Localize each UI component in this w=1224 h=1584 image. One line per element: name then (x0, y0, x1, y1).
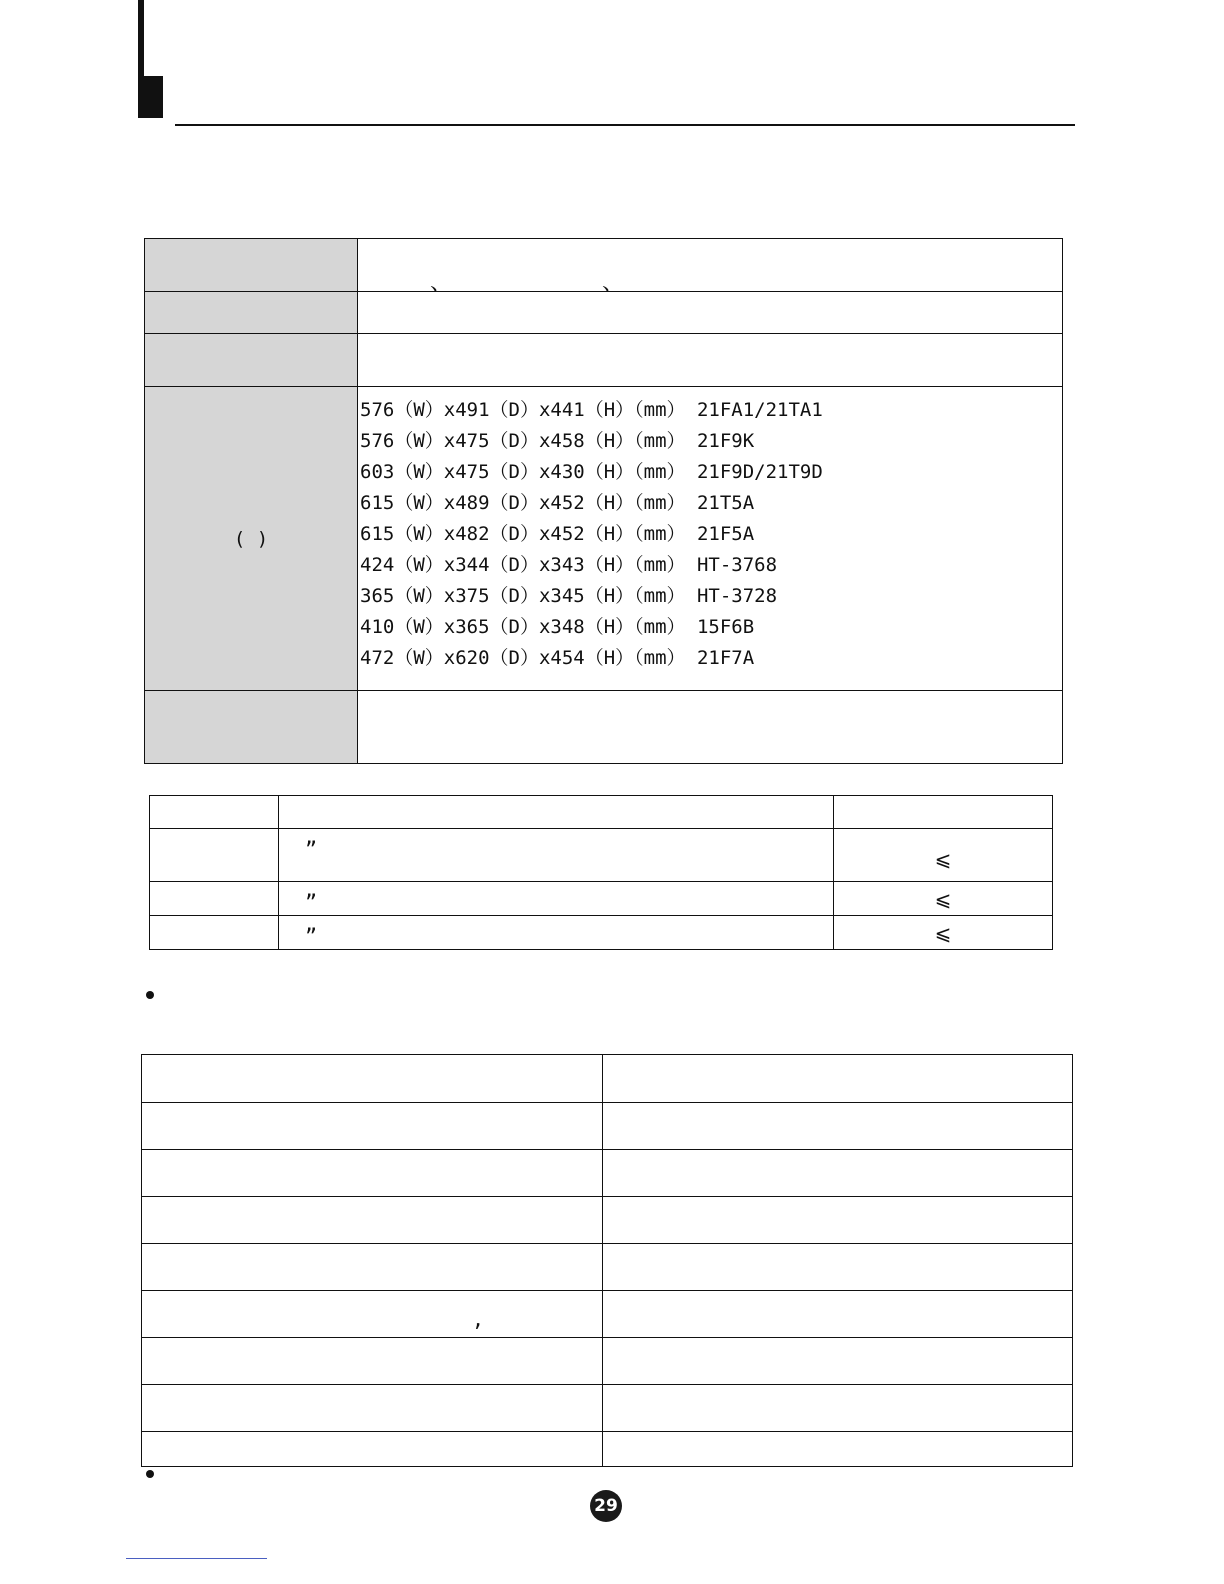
section-tab-block (138, 76, 163, 118)
grid-row (142, 1055, 1073, 1103)
grid-cell (142, 1103, 603, 1150)
grid-row (142, 1291, 1073, 1338)
grid-row (142, 1197, 1073, 1244)
grid-cell (603, 1197, 1073, 1244)
grid-row (142, 1103, 1073, 1150)
grid-cell (603, 1338, 1073, 1385)
grid-cell (142, 1244, 603, 1291)
bullet-point (146, 991, 154, 999)
bullet-point (146, 1470, 154, 1478)
spec-label (145, 292, 358, 334)
grid-row (142, 1432, 1073, 1467)
grid-row (142, 1338, 1073, 1385)
less-equal-symbol: ⩽ (834, 916, 1053, 950)
limits-row (150, 882, 1053, 916)
dimensions-label: ( ) (145, 387, 358, 691)
grid-cell (142, 1338, 603, 1385)
grid-row (142, 1150, 1073, 1197)
page-number-badge: 29 (590, 1490, 622, 1522)
dimension-line: 576（W）x491（D）x441（H）（mm） 21FA1/21TA1 (360, 399, 823, 421)
grid-cell (603, 1150, 1073, 1197)
spec-value (358, 239, 1063, 296)
limits-cell (150, 882, 279, 916)
quote-mark: ” (279, 916, 834, 950)
grid-cell (603, 1244, 1073, 1291)
dimension-line: 410（W）x365（D）x348（H）（mm） 15F6B (360, 616, 755, 638)
spec-row-dimensions (145, 387, 1063, 691)
dimension-line: 603（W）x475（D）x430（H）（mm） 21F9D/21T9D (360, 461, 823, 483)
less-equal-symbol: ⩽ (834, 829, 1053, 882)
dimension-line: 615（W）x482（D）x452（H）（mm） 21F5A (360, 523, 755, 545)
header-rule (175, 124, 1075, 126)
spec-label (145, 239, 358, 292)
limits-cell (150, 916, 279, 950)
grid-cell (142, 1385, 603, 1432)
spec-row (145, 334, 1063, 387)
limits-header-cell (279, 796, 834, 829)
spec-row (145, 691, 1063, 764)
dimension-line: 615（W）x489（D）x452（H）（mm） 21T5A (360, 492, 755, 514)
spec-value (358, 334, 1063, 387)
spec-row (145, 239, 1063, 292)
grid-cell (603, 1385, 1073, 1432)
limits-row (150, 829, 1053, 882)
quote-mark: ” (279, 829, 834, 882)
footer-link-underline[interactable] (126, 1558, 267, 1559)
dimension-line: 424（W）x344（D）x343（H）（mm） HT-3768 (360, 554, 778, 576)
less-equal-symbol: ⩽ (834, 882, 1053, 916)
grid-cell (142, 1055, 603, 1103)
limits-cell (150, 829, 279, 882)
specifications-table (144, 238, 1063, 764)
limits-header-cell (834, 796, 1053, 829)
separator-mark: 、 (602, 271, 625, 296)
grid-cell (142, 1150, 603, 1197)
grid-row (142, 1244, 1073, 1291)
section-tab-marker (138, 0, 144, 78)
spec-value (358, 292, 1063, 334)
limits-row (150, 916, 1053, 950)
dimensions-list (358, 387, 1063, 691)
separator-mark: 、 (430, 271, 453, 296)
limits-table (149, 795, 1053, 950)
grid-cell (603, 1055, 1073, 1103)
spec-label (145, 691, 358, 764)
spec-row (145, 292, 1063, 334)
spec-value (358, 691, 1063, 764)
grid-cell (603, 1432, 1073, 1467)
dimension-line: 365（W）x375（D）x345（H）（mm） HT-3728 (360, 585, 778, 607)
limits-header-cell (150, 796, 279, 829)
limits-header-row (150, 796, 1053, 829)
spec-label (145, 334, 358, 387)
grid-row (142, 1385, 1073, 1432)
grid-cell (142, 1432, 603, 1467)
two-column-table (141, 1054, 1073, 1467)
dimension-line: 576（W）x475（D）x458（H）（mm） 21F9K (360, 430, 755, 452)
comma-mark: , (142, 1291, 603, 1338)
grid-cell (603, 1291, 1073, 1338)
grid-cell (603, 1103, 1073, 1150)
quote-mark: ” (279, 882, 834, 916)
grid-cell (142, 1197, 603, 1244)
dimension-line: 472（W）x620（D）x454（H）（mm） 21F7A (360, 647, 755, 669)
